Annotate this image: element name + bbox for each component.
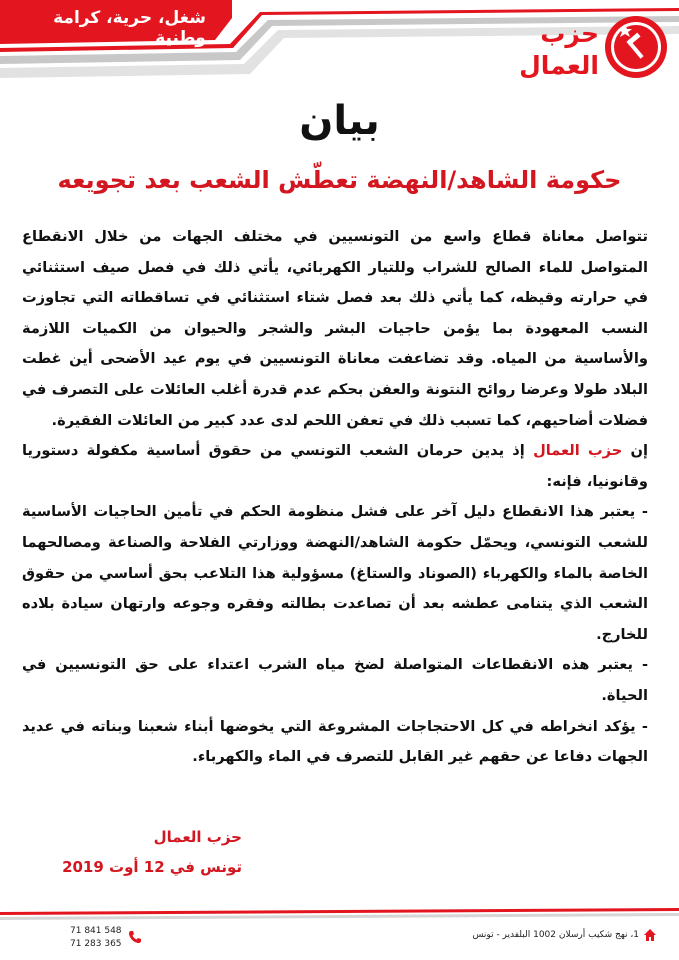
phone-number-1: 71 841 548 — [70, 926, 122, 936]
paragraph-point-1: - يعتبر هذا الانقطاع دليل آخر على فشل منظومة الحكم في تأمين الحاجيات الأساسية للشعب التونسي، ويحمّل حكومة الشاهد/النهضة ووزارتي الفلاحة والصناعة ومصالحهما الخاصة بالماء والكهرباء (الصوناد والستاغ) مسؤولية هذا التلاعب بحق أساسي من حقوق الشعب الذي يتنامى عطشه بعد أن تصاعدت بطالته وفقره وجوعه وارتهان سيادة بلاده للخارج. — [22, 503, 648, 643]
paragraph-condemnation — [22, 436, 648, 497]
signature-party: حزب العمال — [153, 828, 242, 846]
party-name-highlight: حزب العمال — [533, 442, 623, 460]
paragraph-condemnation-rest: إذ يدين حرمان الشعب التونسي من حقوق أساسية مكفولة دستوريا وقانونيا، فإنه: — [22, 442, 648, 490]
paragraph-point-3: - يؤكد انخراطه في كل الاحتجاجات المشروعة التي يخوضها أبناء شعبنا وبناته في عديد الجهات دفاعا عن حقهم غير القابل للتصرف في الماء والكهرباء. — [22, 717, 648, 766]
party-address: 1، نهج شكيب أرسلان 1002 البلفدير - تونس — [472, 930, 639, 940]
home-icon — [643, 928, 657, 942]
paragraph-intro: تتواصل معاناة قطاع واسع من التونسيين في مختلف الجهات من خلال الانقطاع المتواصل للماء الصالح للشراب وللتيار الكهربائي، يأتي ذلك في فصل صيف استثنائي في حرارته وقيظه، كما يأتي ذلك بعد فصل شتاء استثنائي في تساقطاته التي تجاوزت النسب المعهودة بما يؤمن حاجيات البشر والشجر والحيوان من الكميات اللازمة والأساسية من المياه. وقد تضاعفت معاناة التونسيين في يوم عيد الأضحى أين غطت البلاد طولا وعرضا روائح النتونة والعفن بحكم عدم قدرة أغلب العائلات على التصرف في فضلات أضاحيهم، كما تسبب ذلك في تعفن اللحم لدى عدد كبير من العائلات الفقيرة. — [22, 228, 648, 429]
party-logo-line2: العمال — [519, 51, 599, 80]
phone-icon — [128, 930, 142, 944]
statement-subtitle: حكومة الشاهد/النهضة تعطّش الشعب بعد تجويعه — [57, 166, 622, 194]
star-hammer-sickle-icon — [603, 14, 669, 80]
phone-numbers — [70, 925, 122, 951]
party-slogan: شغل، حرية، كرامة وطنية — [53, 8, 206, 48]
signature-block — [22, 822, 242, 882]
paragraph-condemnation-prefix: إن — [630, 442, 648, 460]
letterhead — [0, 0, 679, 100]
phone-number-2: 71 283 365 — [70, 939, 122, 949]
party-logo-text — [519, 18, 599, 82]
letterhead-footer — [0, 908, 679, 960]
party-logo-line1: حزب — [540, 19, 599, 48]
statement-body — [22, 222, 648, 773]
paragraph-point-2: - يعتبر هذه الانقطاعات المتواصلة لضخ مياه الشرب اعتداء على حق التونسيين في الحياة. — [22, 656, 648, 704]
signature-date: تونس في 12 أوت 2019 — [62, 858, 242, 876]
statement-title: بيان — [299, 98, 380, 144]
